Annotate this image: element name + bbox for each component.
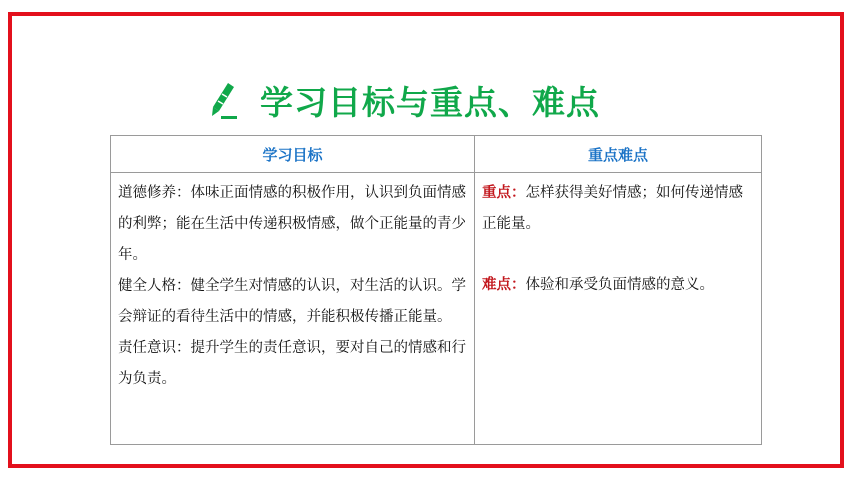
pencil-icon [208,80,238,120]
goal-personality: 健全人格：健全学生对情感的认识，对生活的认识。学会辩证的看待生活中的情感，并能积极传播正能量。 [118,278,466,325]
table-row [111,173,762,445]
page-title: 学习目标与重点、难点 [260,82,600,122]
table-header-row [111,136,762,173]
header-learning-goals: 学习目标 [111,136,475,173]
goals-cell [111,173,475,445]
key-point-text: 怎样获得美好情感；如何传递情感正能量。 [482,185,743,232]
key-point [482,178,755,240]
goals-table [110,135,762,445]
header-key-difficult: 重点难点 [475,136,762,173]
spacer [482,240,755,270]
key-difficult-cell [475,173,762,445]
goal-moral: 道德修养：体味正面情感的积极作用，认识到负面情感的利弊；能在生活中传递积极情感，做个正能量的青少年。 [118,185,466,263]
difficult-point [482,270,755,301]
title-row [208,78,600,122]
key-point-label: 重点： [482,185,526,201]
difficult-point-text: 体验和承受负面情感的意义。 [525,277,714,293]
goal-responsibility: 责任意识：提升学生的责任意识，要对自己的情感和行为负责。 [118,340,466,387]
difficult-point-label: 难点： [482,277,526,293]
